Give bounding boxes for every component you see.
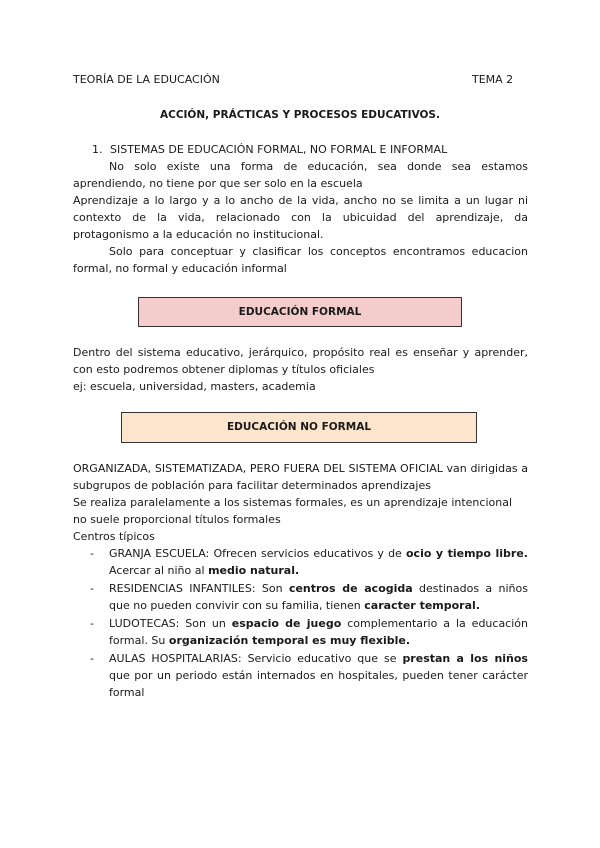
item-text: LUDOTECAS: Son un	[109, 617, 232, 630]
section-heading	[92, 141, 447, 158]
formal-paragraph-1: Dentro del sistema educativo, jerárquico, propósito real es enseñar y aprender, con esto podremos obtener diplomas y títulos oficiales	[73, 346, 528, 376]
header-subject: TEORÍA DE LA EDUCACIÓN	[73, 73, 220, 86]
header-unit: TEMA 2	[472, 73, 514, 86]
list-item	[73, 650, 528, 701]
intro-text	[73, 158, 528, 277]
non-formal-paragraph-3: no suele proporcional títulos formales	[73, 513, 281, 526]
item-bold: centros de acogida	[288, 582, 413, 595]
item-text: RESIDENCIAS INFANTILES: Son	[109, 582, 289, 595]
list-dash: -	[90, 547, 94, 560]
centros-label: Centros típicos	[73, 530, 155, 543]
item-text: GRANJA ESCUELA: Ofrecen servicios educativos y de	[109, 547, 406, 560]
non-formal-paragraph-1: ORGANIZADA, SISTEMATIZADA, PERO FUERA DEL SISTEMA OFICIAL van dirigidas a subgrupos de población para facilitar determinados aprendizajes	[73, 462, 528, 492]
intro-paragraph-2: Aprendizaje a lo largo y a lo ancho de la vida, ancho no se limita a un lugar ni contexto de la vida, relacionado con la ubicuidad del aprendizaje, da protagonismo a la educación no institucional.	[73, 194, 528, 241]
item-text: complementario a la educación formal. Su	[109, 617, 528, 647]
list-item	[73, 580, 528, 614]
item-bold: medio natural.	[208, 564, 300, 577]
formal-education-box: EDUCACIÓN FORMAL	[138, 297, 462, 327]
section-number: 1.	[92, 143, 103, 156]
formal-text	[73, 344, 528, 395]
item-text: AULAS HOSPITALARIAS: Servicio educativo que se	[109, 652, 403, 665]
list-dash: -	[90, 617, 94, 630]
item-text: Acercar al niño al	[109, 564, 209, 577]
list-item	[73, 615, 528, 649]
centros-list	[73, 545, 528, 702]
item-bold: prestan a los niños	[402, 652, 528, 665]
non-formal-text	[73, 460, 528, 545]
item-bold: caracter temporal.	[364, 599, 480, 612]
item-bold: espacio de juego	[231, 617, 342, 630]
page-title: ACCIÓN, PRÁCTICAS Y PROCESOS EDUCATIVOS.	[159, 109, 440, 121]
formal-paragraph-2: ej: escuela, universidad, masters, academia	[73, 380, 316, 393]
list-item	[73, 545, 528, 579]
list-dash: -	[90, 582, 94, 595]
non-formal-education-box: EDUCACIÓN NO FORMAL	[121, 412, 477, 443]
intro-paragraph-3: Solo para conceptuar y clasificar los conceptos encontramos educacion formal, no formal y educación informal	[73, 245, 528, 275]
item-bold: organización temporal es muy flexible.	[168, 634, 411, 647]
section-heading-text: SISTEMAS DE EDUCACIÓN FORMAL, NO FORMAL E INFORMAL	[110, 143, 448, 156]
item-bold: ocio y tiempo libre.	[406, 547, 528, 560]
list-dash: -	[90, 652, 94, 665]
intro-paragraph-1: No solo existe una forma de educación, sea donde sea estamos aprendiendo, no tiene por que ser solo en la escuela	[73, 160, 528, 190]
item-text: que por un periodo están internados en hospitales, pueden tener carácter formal	[109, 669, 528, 699]
non-formal-paragraph-2: Se realiza paralelamente a los sistemas formales, es un aprendizaje intencional	[73, 496, 513, 509]
item-text: destinados a niños que no pueden convivir con su familia, tienen	[109, 582, 528, 612]
